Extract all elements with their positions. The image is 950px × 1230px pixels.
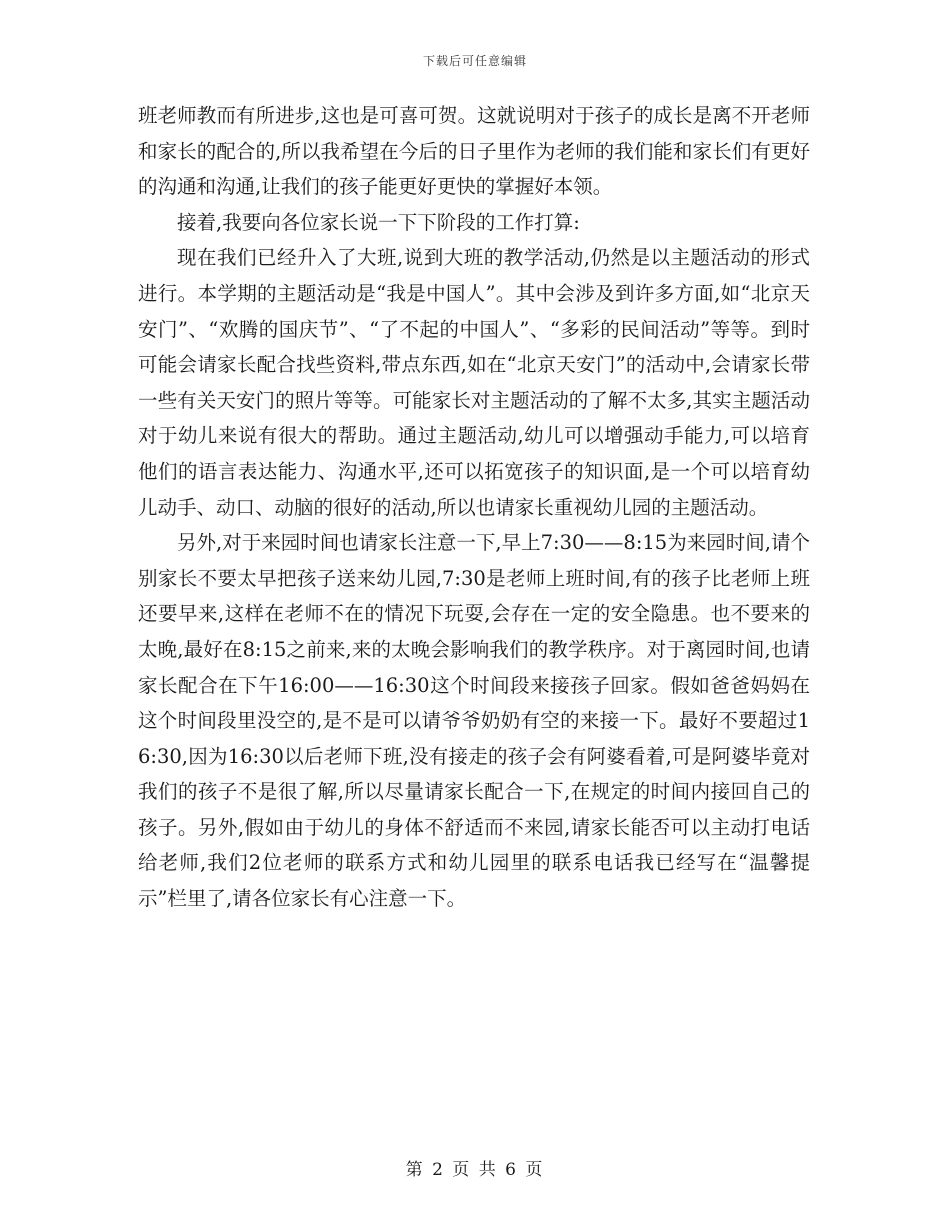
paragraph-2: 接着,我要向各位家长说一下下阶段的工作打算: [177, 210, 580, 234]
paragraph-3: 现在我们已经升入了大班,说到大班的教学活动,仍然是以主题活动的形式进行。本学期的主题活动是“我是中国人”。其中会涉及到许多方面,如“北京天安门”、“欢腾的国庆节”、“了不起的中国人”、“多彩的民间活动”等等。到时可能会请家长配合找些资料,带点东西,如在“北京天安门”的活动中,会请家长带一些有关天安门的照片等等。可能家长对主题活动的了解不太多,其实主题活动对于幼儿来说有很大的帮助。通过主题活动,幼儿可以增强动手能力,可以培育他们的语言表达能力、沟通水平,还可以拓宽孩子的知识面,是一个可以培育幼儿动手、动口、动脑的很好的活动,所以也请家长重视幼儿园的主题活动。 [138, 246, 810, 519]
paragraph-4: 另外,对于来园时间也请家长注意一下,早上7:30——8:15为来园时间,请个别家长不要太早把孩子送来幼儿园,7:30是老师上班时间,有的孩子比老师上班还要早来,这样在老师不在的情况下玩耍,会存在一定的安全隐患。也不要来的太晚,最好在8:15之前来,来的太晚会影响我们的教学秩序。对于离园时间,也请家长配合在下午16:00——16:30这个时间段来接孩子回家。假如爸爸妈妈在这个时间段里没空的,是不是可以请爷爷奶奶有空的来接一下。最好不要超过16:30,因为16:30以后老师下班,没有接走的孩子会有阿婆看着,可是阿婆毕竟对我们的孩子不是很了解,所以尽量请家长配合一下,在规定的时间内接回自己的孩子。另外,假如由于幼儿的身体不舒适而不来园,请家长能否可以主动打电话给老师,我们2位老师的联系方式和幼儿园里的联系电话我已经写在“温馨提示”栏里了,请各位家长有心注意一下。 [138, 531, 810, 911]
page-header: 下载后可任意编辑 [422, 54, 527, 68]
paragraph-1: 班老师教而有所进步,这也是可喜可贺。这就说明对于孩子的成长是离不开老师和家长的配合的,所以我希望在今后的日子里作为老师的我们能和家长们有更好的沟通和沟通,让我们的孩子能更好更快的掌握好本领。 [138, 104, 810, 199]
page-number: 第 2 页 共 6 页 [405, 1160, 545, 1180]
document-body [138, 98, 810, 917]
